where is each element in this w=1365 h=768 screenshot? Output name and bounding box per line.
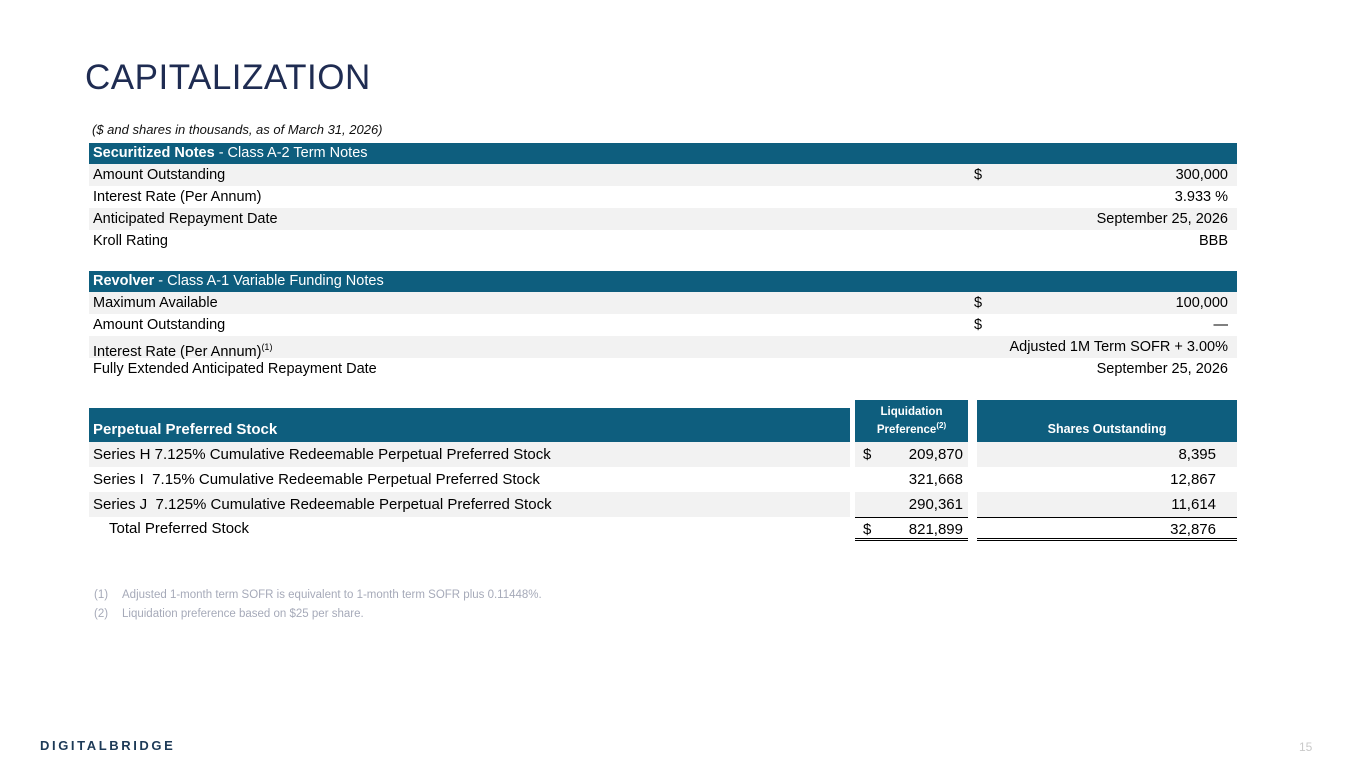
preferred-stock-table (89, 400, 1237, 541)
liquidation-preference-header (855, 400, 968, 442)
row-label: Anticipated Repayment Date (93, 211, 278, 227)
logo-bridge: BRIDGE (109, 738, 176, 753)
footnote-marker: (1) (261, 342, 273, 352)
securitized-notes-table (89, 143, 1237, 252)
liquidation-value: 290,361 (908, 496, 963, 513)
liquidation-line1: Liquidation (880, 405, 943, 418)
revolver-header-rest: - Class A-1 Variable Funding Notes (154, 273, 384, 289)
row-value: Adjusted 1M Term SOFR + 3.00% (1009, 339, 1228, 355)
column-gap (968, 467, 977, 492)
row-value: 3.933 % (1174, 189, 1228, 205)
total-liquidation-value: 821,899 (908, 521, 963, 538)
dollar-sign: $ (974, 295, 983, 311)
dollar-sign (855, 492, 881, 517)
row-label: Series I 7.15% Cumulative Redeemable Perpetual Preferred Stock (93, 471, 540, 488)
table-row (89, 358, 1237, 380)
row-label: Series H 7.125% Cumulative Redeemable Perpetual Preferred Stock (89, 442, 850, 467)
logo-digital: DIGITAL (40, 738, 110, 753)
footnotes (94, 586, 542, 624)
dollar-sign: $ (863, 521, 872, 538)
units-note: ($ and shares in thousands, as of March 31, 2026) (92, 122, 383, 137)
column-gap (968, 517, 977, 541)
row-label-text: Interest Rate (Per Annum) (93, 343, 262, 360)
page-number: 15 (1299, 740, 1313, 754)
securitized-notes-header-bold: Securitized Notes (93, 145, 215, 161)
row-label: Kroll Rating (93, 233, 168, 249)
row-label: Amount Outstanding (93, 167, 226, 183)
row-value: 100,000 (1175, 295, 1228, 311)
table-row (89, 336, 1237, 358)
liquidation-value: 321,668 (908, 471, 963, 488)
table-row (89, 208, 1237, 230)
liquidation-value: 209,870 (908, 446, 963, 463)
footnote-text: Adjusted 1-month term SOFR is equivalent to 1-month term SOFR plus 0.11448%. (122, 589, 542, 601)
dollar-sign (974, 358, 1008, 380)
dollar-sign: $ (974, 317, 983, 333)
table-row (89, 292, 1237, 314)
liquidation-cell (855, 442, 968, 467)
footnote-1 (94, 586, 542, 605)
table-row (89, 442, 1237, 467)
revolver-header (89, 271, 1237, 292)
footnote-number: (2) (94, 608, 109, 620)
shares-value: 8,395 (977, 442, 1237, 467)
liquidation-line2 (855, 419, 968, 437)
dollar-sign (974, 186, 1008, 208)
row-value: September 25, 2026 (1096, 211, 1228, 227)
row-label: Interest Rate (Per Annum) (93, 189, 262, 205)
row-value: — (1213, 317, 1228, 333)
dollar-sign: $ (863, 446, 872, 463)
liquidation-line2-text: Preference (876, 423, 937, 436)
row-label: Series J 7.125% Cumulative Redeemable Perpetual Preferred Stock (89, 492, 850, 517)
total-label: Total Preferred Stock (109, 520, 250, 537)
table-row (89, 186, 1237, 208)
revolver-header-bold: Revolver (93, 273, 155, 289)
total-liquidation-cell (855, 517, 968, 541)
digitalbridge-logo (40, 738, 175, 753)
total-shares-value: 32,876 (977, 517, 1237, 541)
row-value: September 25, 2026 (1096, 361, 1228, 377)
row-label: Maximum Available (93, 295, 218, 311)
dollar-sign (974, 336, 1008, 358)
column-gap (968, 492, 977, 517)
row-label (89, 336, 974, 358)
shares-value: 12,867 (1170, 471, 1216, 488)
preferred-stock-header: Perpetual Preferred Stock (89, 408, 850, 442)
liquidation-cell (855, 492, 968, 517)
shares-outstanding-header: Shares Outstanding (977, 400, 1237, 442)
footnote-marker: (2) (936, 420, 947, 430)
dollar-sign: $ (974, 167, 983, 183)
table-row (89, 230, 1237, 252)
row-label: Fully Extended Anticipated Repayment Date (93, 361, 377, 377)
row-label: Amount Outstanding (93, 317, 226, 333)
page-title: CAPITALIZATION (85, 58, 371, 97)
total-row (89, 517, 1237, 541)
table-row (89, 492, 1237, 517)
footnote-2 (94, 605, 542, 624)
footnote-text: Liquidation preference based on $25 per share. (122, 608, 364, 620)
liquidation-cell (855, 467, 968, 492)
dollar-sign (855, 467, 881, 492)
footnote-number: (1) (94, 589, 109, 601)
preferred-stock-header-row (89, 400, 1237, 442)
table-row (89, 164, 1237, 186)
dollar-sign (974, 230, 1008, 252)
revolver-table (89, 271, 1237, 380)
row-value: 300,000 (1175, 167, 1228, 183)
securitized-notes-header (89, 143, 1237, 164)
column-gap (968, 442, 977, 467)
dollar-sign (974, 208, 1008, 230)
shares-value: 11,614 (977, 492, 1237, 517)
row-value: BBB (1198, 233, 1228, 249)
table-row (89, 314, 1237, 336)
table-row (89, 467, 1237, 492)
securitized-notes-header-rest: - Class A-2 Term Notes (214, 145, 368, 161)
